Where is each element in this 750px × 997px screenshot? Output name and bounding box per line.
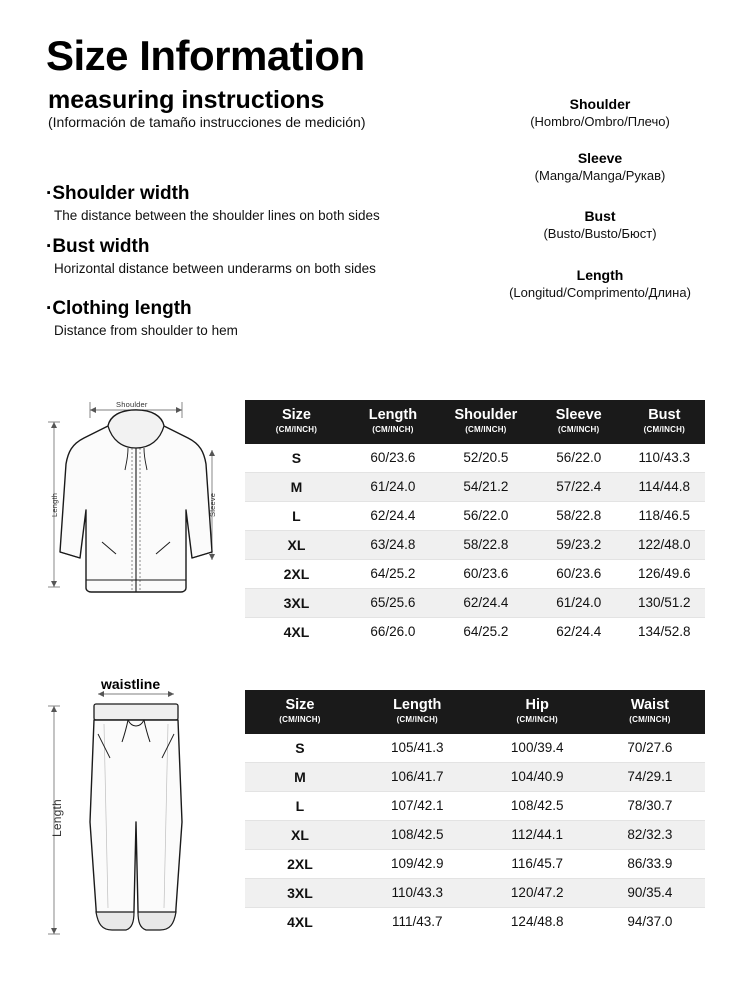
column-header-size: Size (CM/INCH) — [245, 690, 355, 734]
cell-length: 105/41.3 — [355, 734, 480, 763]
translation-sleeve — [450, 150, 750, 183]
column-header-size: Size (CM/INCH) — [245, 400, 348, 444]
page-subtitle: measuring instructions — [48, 86, 325, 114]
cell-waist: 70/27.6 — [595, 734, 705, 763]
cell-sleeve: 58/22.8 — [534, 501, 624, 530]
cell-size: S — [245, 444, 348, 473]
cell-length: 66/26.0 — [348, 617, 438, 646]
page-subtitle-translation: (Información de tamaño instrucciones de medición) — [48, 114, 366, 130]
definition-shoulder-width — [46, 183, 380, 223]
table-row — [245, 588, 705, 617]
translation-shoulder — [450, 96, 750, 129]
cell-waist: 90/35.4 — [595, 878, 705, 907]
definition-description: The distance between the shoulder lines on both sides — [54, 208, 380, 223]
unit-note: (CM/INCH) — [372, 425, 414, 435]
cell-length: 62/24.4 — [348, 501, 438, 530]
cell-sleeve: 62/24.4 — [534, 617, 624, 646]
cell-length: 111/43.7 — [355, 907, 480, 936]
cell-shoulder: 58/22.8 — [438, 530, 534, 559]
table-row — [245, 907, 705, 936]
unit-note: (CM/INCH) — [275, 425, 318, 435]
table-row — [245, 820, 705, 849]
cell-waist: 94/37.0 — [595, 907, 705, 936]
cell-hip: 120/47.2 — [480, 878, 595, 907]
unit-note: (CM/INCH) — [279, 715, 321, 725]
cell-length: 108/42.5 — [355, 820, 480, 849]
cell-bust: 126/49.6 — [624, 559, 705, 588]
cell-hip: 116/45.7 — [480, 849, 595, 878]
table-row — [245, 559, 705, 588]
translation-name: Length — [576, 267, 624, 283]
table-header-row — [245, 690, 705, 734]
cell-length: 106/41.7 — [355, 762, 480, 791]
column-header-hip: Hip (CM/INCH) — [480, 690, 595, 734]
table-head — [245, 400, 705, 444]
jacket-length-label: Length — [50, 492, 59, 517]
cell-hip: 104/40.9 — [480, 762, 595, 791]
cell-size: S — [245, 734, 355, 763]
definition-term: ·Bust width — [46, 236, 150, 257]
cell-length: 65/25.6 — [348, 588, 438, 617]
cell-sleeve: 60/23.6 — [534, 559, 624, 588]
table-row — [245, 762, 705, 791]
top-size-table — [245, 400, 705, 646]
unit-note: (CM/INCH) — [629, 715, 671, 725]
cell-bust: 118/46.5 — [624, 501, 705, 530]
cell-sleeve: 61/24.0 — [534, 588, 624, 617]
cell-size: XL — [245, 820, 355, 849]
cell-length: 63/24.8 — [348, 530, 438, 559]
unit-note: (CM/INCH) — [396, 715, 438, 725]
translation-alt: (Manga/Manga/Рукав) — [534, 168, 666, 183]
cell-length: 61/24.0 — [348, 472, 438, 501]
bottom-size-table — [245, 690, 705, 936]
table-row — [245, 791, 705, 820]
table-row — [245, 878, 705, 907]
table-body — [245, 444, 705, 646]
table-head — [245, 690, 705, 734]
cell-hip: 112/44.1 — [480, 820, 595, 849]
translation-bust — [450, 208, 750, 241]
unit-note: (CM/INCH) — [558, 425, 600, 435]
jacket-sleeve-label: Sleeve — [208, 492, 217, 517]
cell-size: 2XL — [245, 849, 355, 878]
cell-size: 3XL — [245, 878, 355, 907]
cell-sleeve: 57/22.4 — [534, 472, 624, 501]
translation-name: Shoulder — [569, 96, 631, 112]
definition-bust-width — [46, 236, 376, 276]
jacket-drawing — [36, 392, 236, 642]
column-header-bust: Bust (CM/INCH) — [624, 400, 705, 444]
definition-term: ·Clothing length — [46, 298, 192, 319]
pants-waistline-caption: waistline — [101, 676, 161, 692]
pants-length-label: Length — [50, 799, 64, 837]
column-header-shoulder: Shoulder (CM/INCH) — [438, 400, 534, 444]
jacket-shoulder-label: Shoulder — [116, 400, 148, 409]
unit-note: (CM/INCH) — [465, 425, 507, 435]
pants-drawing — [36, 672, 236, 962]
cell-hip: 100/39.4 — [480, 734, 595, 763]
cell-shoulder: 54/21.2 — [438, 472, 534, 501]
translation-alt: (Longitud/Comprimento/Длина) — [509, 285, 691, 300]
cell-size: 4XL — [245, 617, 348, 646]
cell-bust: 110/43.3 — [624, 444, 705, 473]
cell-hip: 108/42.5 — [480, 791, 595, 820]
cell-size: M — [245, 762, 355, 791]
cell-waist: 74/29.1 — [595, 762, 705, 791]
column-header-length: Length (CM/INCH) — [355, 690, 480, 734]
table-row — [245, 472, 705, 501]
translation-alt: (Hombro/Ombro/Плечо) — [530, 114, 670, 129]
cell-shoulder: 62/24.4 — [438, 588, 534, 617]
cell-length: 60/23.6 — [348, 444, 438, 473]
cell-shoulder: 56/22.0 — [438, 501, 534, 530]
cell-size: 4XL — [245, 907, 355, 936]
table-header-row — [245, 400, 705, 444]
page-title: Size Information — [46, 32, 365, 79]
definition-description: Horizontal distance between underarms on both sides — [54, 261, 376, 276]
cell-shoulder: 64/25.2 — [438, 617, 534, 646]
translation-name: Sleeve — [577, 150, 623, 166]
cell-bust: 122/48.0 — [624, 530, 705, 559]
cell-length: 64/25.2 — [348, 559, 438, 588]
cell-hip: 124/48.8 — [480, 907, 595, 936]
cell-bust: 114/44.8 — [624, 472, 705, 501]
column-header-length: Length (CM/INCH) — [348, 400, 438, 444]
cell-size: XL — [245, 530, 348, 559]
jacket-illustration — [36, 392, 236, 642]
table-row — [245, 734, 705, 763]
table-row — [245, 444, 705, 473]
unit-note: (CM/INCH) — [516, 715, 558, 725]
cell-waist: 86/33.9 — [595, 849, 705, 878]
table-row — [245, 530, 705, 559]
cell-waist: 82/32.3 — [595, 820, 705, 849]
table-row — [245, 501, 705, 530]
translation-name: Bust — [584, 208, 616, 224]
unit-note: (CM/INCH) — [643, 425, 685, 435]
cell-length: 109/42.9 — [355, 849, 480, 878]
cell-bust: 134/52.8 — [624, 617, 705, 646]
cell-length: 110/43.3 — [355, 878, 480, 907]
definition-clothing-length — [46, 298, 238, 338]
cell-size: 3XL — [245, 588, 348, 617]
translation-alt: (Busto/Busto/Бюст) — [543, 226, 657, 241]
pants-illustration — [36, 672, 236, 962]
cell-size: M — [245, 472, 348, 501]
column-header-waist: Waist (CM/INCH) — [595, 690, 705, 734]
table-row — [245, 849, 705, 878]
cell-length: 107/42.1 — [355, 791, 480, 820]
table-body — [245, 734, 705, 936]
cell-sleeve: 59/23.2 — [534, 530, 624, 559]
cell-shoulder: 60/23.6 — [438, 559, 534, 588]
cell-size: 2XL — [245, 559, 348, 588]
cell-size: L — [245, 501, 348, 530]
table-row — [245, 617, 705, 646]
definition-term: ·Shoulder width — [46, 183, 190, 204]
cell-sleeve: 56/22.0 — [534, 444, 624, 473]
cell-waist: 78/30.7 — [595, 791, 705, 820]
translation-length — [450, 267, 750, 300]
cell-bust: 130/51.2 — [624, 588, 705, 617]
cell-size: L — [245, 791, 355, 820]
cell-shoulder: 52/20.5 — [438, 444, 534, 473]
definition-description: Distance from shoulder to hem — [54, 323, 238, 338]
column-header-sleeve: Sleeve (CM/INCH) — [534, 400, 624, 444]
